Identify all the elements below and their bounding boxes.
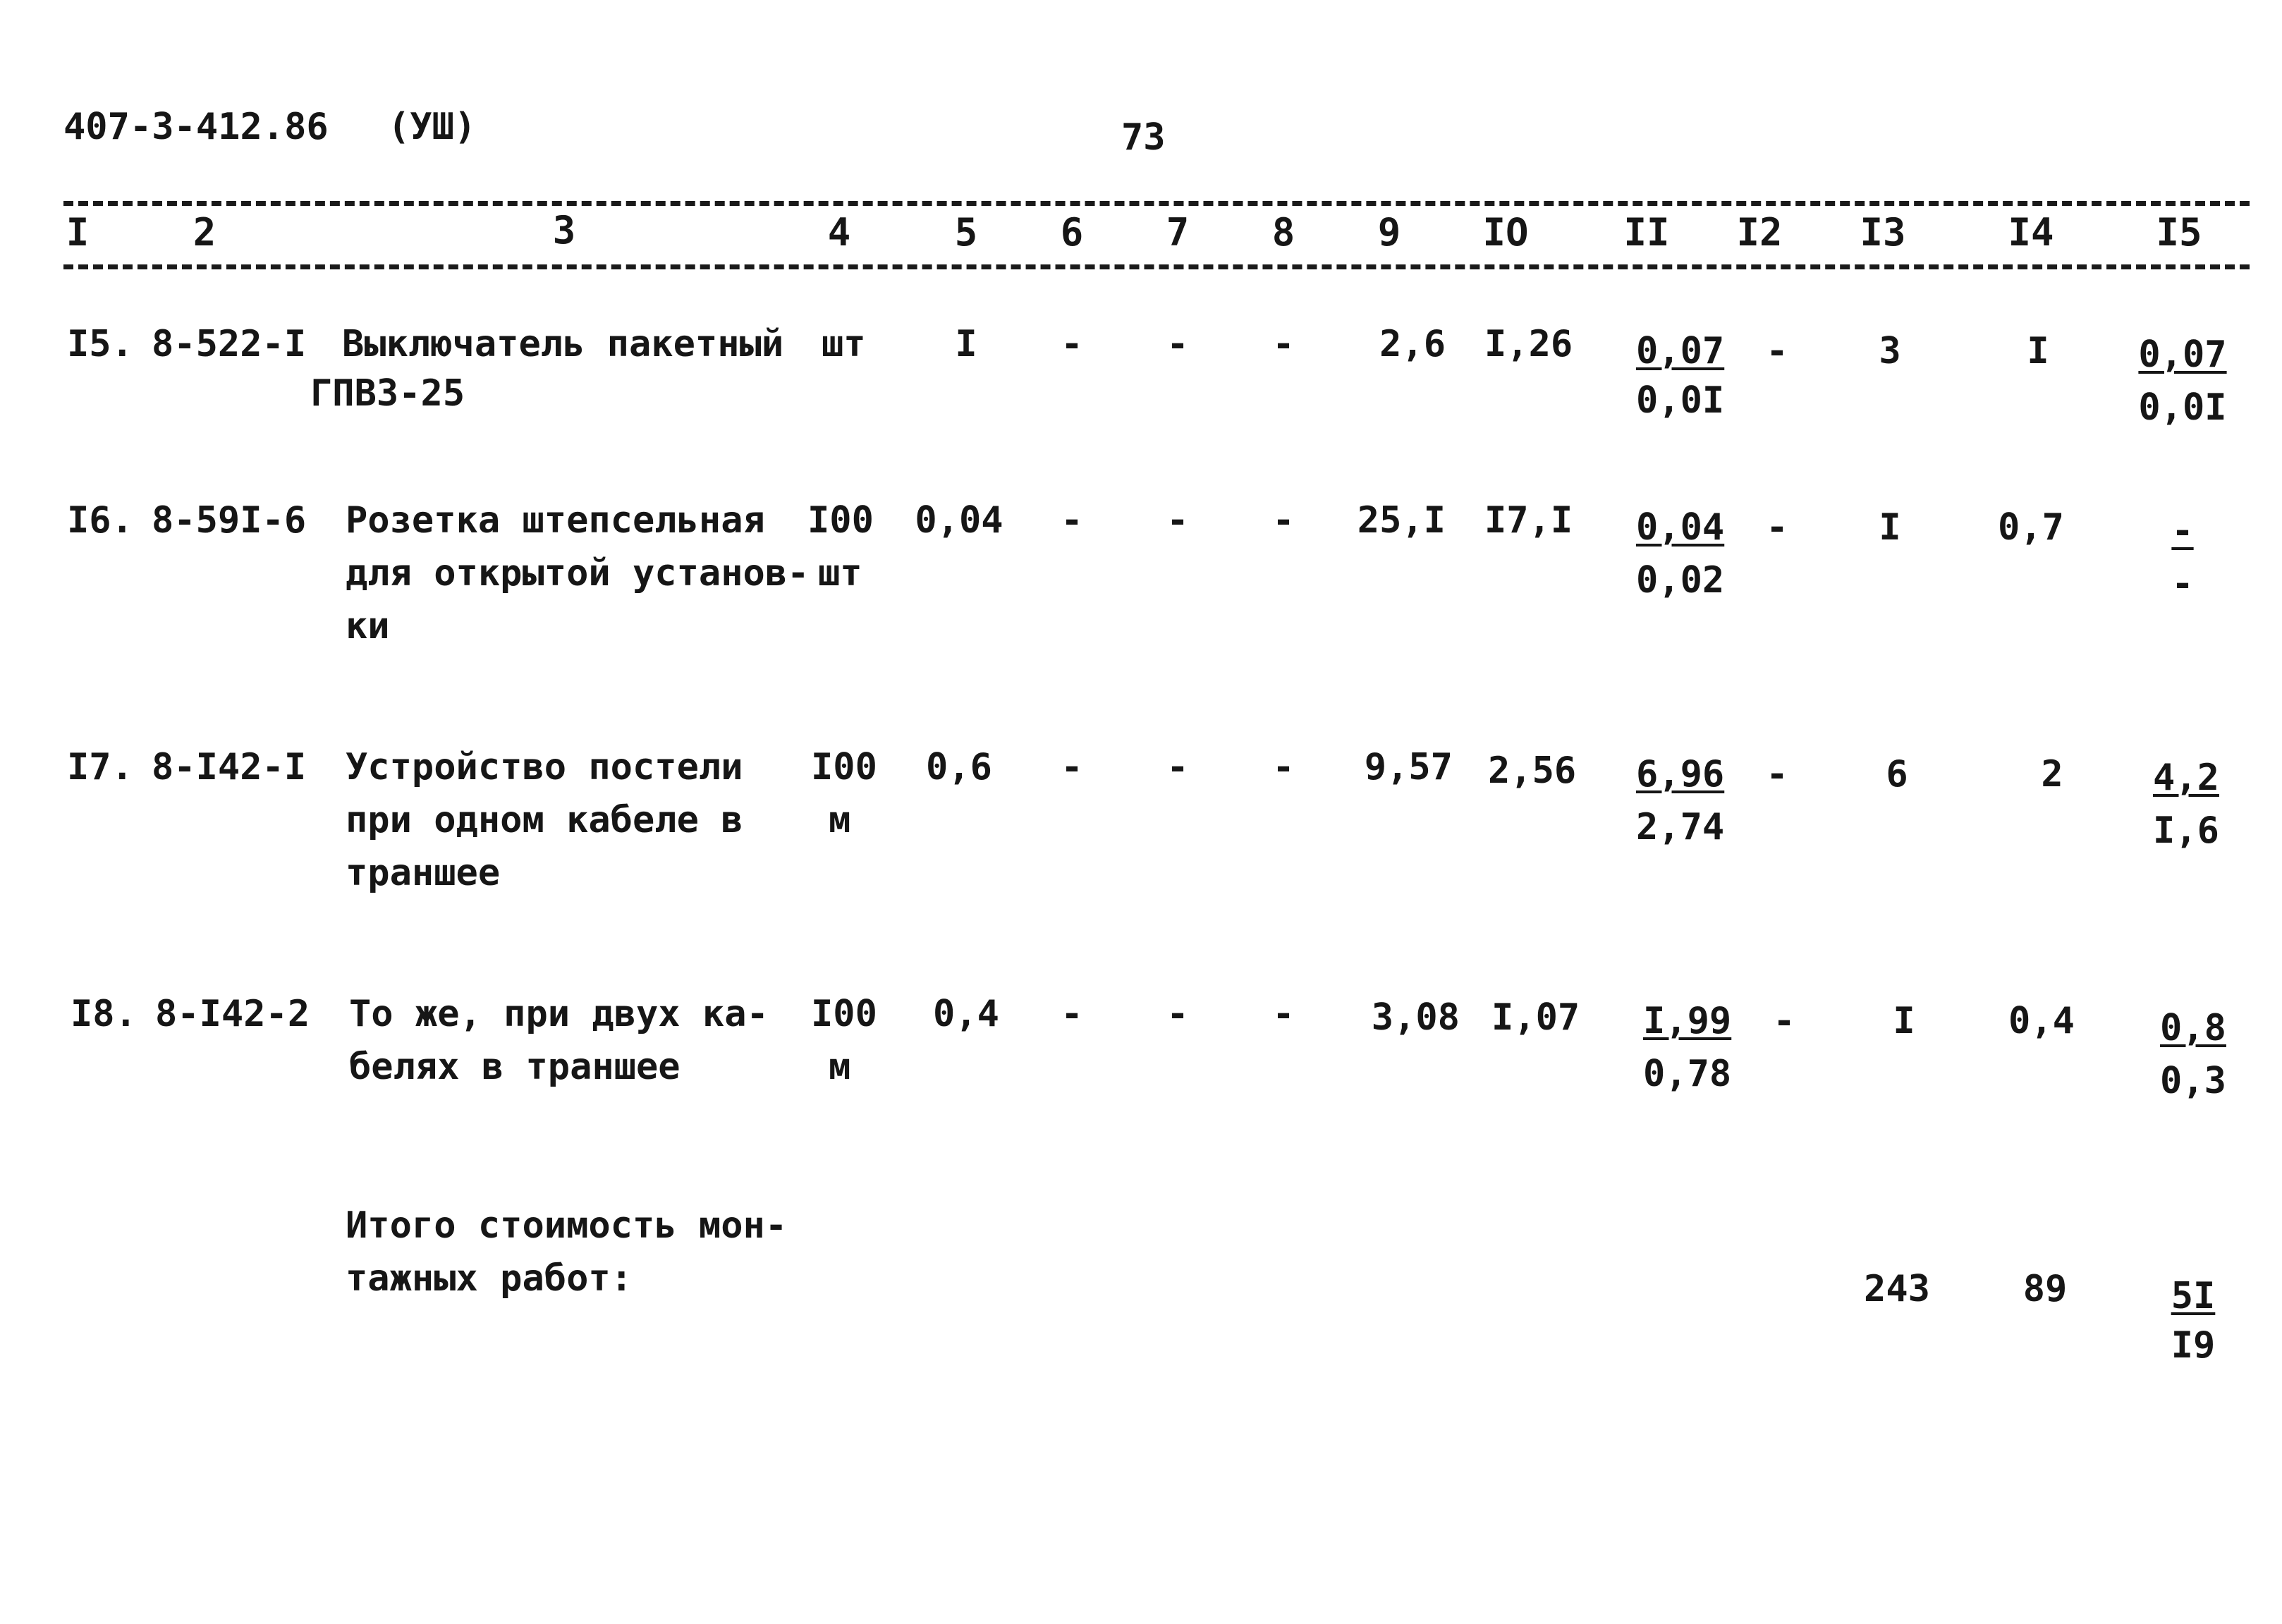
col-15-bottom: 0,3 xyxy=(2160,1060,2226,1102)
item-name-line: ГПВЗ-25 xyxy=(310,372,465,415)
col-6: - xyxy=(1061,323,1083,365)
col-12: - xyxy=(1766,753,1788,795)
rate-code: 8-I42-2 xyxy=(155,993,310,1035)
column-number: I4 xyxy=(2008,210,2054,255)
quantity: 0,6 xyxy=(926,746,992,788)
rate-code: 8-I42-I xyxy=(152,746,307,788)
col-14: 2 xyxy=(2041,753,2063,795)
page-number: 73 xyxy=(1121,116,1166,159)
col-7: - xyxy=(1166,746,1189,788)
item-name-line: Устройство постели xyxy=(346,746,743,788)
total-label-line: Итого стоимость мон- xyxy=(346,1204,788,1247)
col-6: - xyxy=(1061,746,1083,788)
col-13: 3 xyxy=(1879,330,1901,372)
quantity: I xyxy=(955,323,977,365)
col-11-bottom: 0,78 xyxy=(1643,1053,1732,1095)
col-15-top: 0,8 xyxy=(2160,1007,2226,1049)
col-11-top: 6,96 xyxy=(1636,753,1725,795)
column-number: IO xyxy=(1482,210,1529,255)
col-9: 3,08 xyxy=(1371,996,1460,1039)
col-12: - xyxy=(1766,330,1788,372)
col-14: 0,4 xyxy=(2008,1000,2075,1042)
column-number: I xyxy=(66,210,90,255)
item-name-line: белях в траншее xyxy=(349,1046,681,1088)
column-number: 5 xyxy=(954,210,978,255)
unit-line: I00 xyxy=(811,746,877,788)
unit-line: м xyxy=(829,799,851,841)
col-13: I xyxy=(1879,506,1901,549)
unit-line: м xyxy=(829,1046,851,1088)
quantity: 0,4 xyxy=(933,993,999,1035)
col-9: 2,6 xyxy=(1379,323,1446,365)
col-7: - xyxy=(1166,993,1189,1035)
col-11-top: 0,07 xyxy=(1636,330,1725,372)
row-number: I7. xyxy=(67,746,133,788)
item-name-line: при одном кабеле в xyxy=(346,799,743,841)
item-name-line: траншее xyxy=(346,852,501,894)
column-number: 8 xyxy=(1271,210,1295,255)
row-number: I6. xyxy=(67,499,133,542)
col-10: I7,I xyxy=(1484,499,1573,542)
col-11-top: I,99 xyxy=(1643,1000,1732,1042)
column-number: 3 xyxy=(552,208,576,252)
col-15-bottom: - xyxy=(2171,563,2194,605)
col-11-bottom: 0,02 xyxy=(1636,559,1725,602)
col-12: - xyxy=(1766,506,1788,549)
col-15-top: 4,2 xyxy=(2153,757,2219,799)
unit-line: I00 xyxy=(811,993,877,1035)
unit-line: I00 xyxy=(807,499,874,542)
column-number: I5 xyxy=(2156,210,2202,255)
col-9: 25,I xyxy=(1357,499,1446,542)
col-15-top: - xyxy=(2171,510,2194,552)
rate-code: 8-522-I xyxy=(152,323,307,365)
col-15-bottom: 0,0I xyxy=(2138,386,2227,429)
column-number: 4 xyxy=(827,210,851,255)
col-9: 9,57 xyxy=(1364,746,1453,788)
rate-code: 8-59I-6 xyxy=(152,499,307,542)
column-number: I3 xyxy=(1860,210,1906,255)
column-number: 9 xyxy=(1377,210,1401,255)
total-label-line: тажных работ: xyxy=(346,1257,633,1300)
col-10: I,26 xyxy=(1484,323,1573,365)
document-code: 407-3-412.86 xyxy=(63,106,329,148)
row-number: I5. xyxy=(67,323,133,365)
col-13: I xyxy=(1893,1000,1915,1042)
col-14: 0,7 xyxy=(1998,506,2064,549)
col-7: - xyxy=(1166,323,1189,365)
column-number: 7 xyxy=(1166,210,1190,255)
col-10: 2,56 xyxy=(1488,750,1577,792)
total-col-15-bottom: I9 xyxy=(2171,1324,2216,1367)
table-top-rule xyxy=(63,201,2250,206)
column-number: I2 xyxy=(1736,210,1783,255)
col-6: - xyxy=(1061,993,1083,1035)
col-15-top: 0,07 xyxy=(2138,334,2227,376)
col-12: - xyxy=(1773,1000,1795,1042)
column-number: 2 xyxy=(193,210,216,255)
album-number: (УШ) xyxy=(388,106,477,148)
item-name-line: для открытой установ- xyxy=(346,552,810,594)
total-col-14: 89 xyxy=(2022,1268,2068,1310)
col-10: I,07 xyxy=(1491,996,1580,1039)
column-numbers-rule xyxy=(63,264,2250,269)
col-8: - xyxy=(1272,746,1295,788)
col-8: - xyxy=(1272,323,1295,365)
unit-line: шт xyxy=(822,323,866,365)
row-number: I8. xyxy=(71,993,137,1035)
column-number: II xyxy=(1623,210,1670,255)
col-8: - xyxy=(1272,499,1295,542)
item-name-line: ки xyxy=(346,605,390,647)
col-15-bottom: I,6 xyxy=(2153,810,2219,852)
item-name-line: Выключатель пакетный xyxy=(342,323,784,365)
col-8: - xyxy=(1272,993,1295,1035)
item-name-line: То же, при двух ка- xyxy=(349,993,769,1035)
item-name-line: Розетка штепсельная xyxy=(346,499,765,542)
col-6: - xyxy=(1061,499,1083,542)
col-13: 6 xyxy=(1886,753,1908,795)
col-11-bottom: 2,74 xyxy=(1636,806,1725,848)
unit-line: шт xyxy=(818,552,862,594)
total-col-15-top: 5I xyxy=(2171,1275,2216,1317)
col-11-bottom: 0,0I xyxy=(1636,379,1725,422)
col-11-top: 0,04 xyxy=(1636,506,1725,549)
total-col-13: 243 xyxy=(1864,1268,1930,1310)
col-7: - xyxy=(1166,499,1189,542)
quantity: 0,04 xyxy=(915,499,1003,542)
col-14: I xyxy=(2027,330,2049,372)
column-number: 6 xyxy=(1060,210,1084,255)
